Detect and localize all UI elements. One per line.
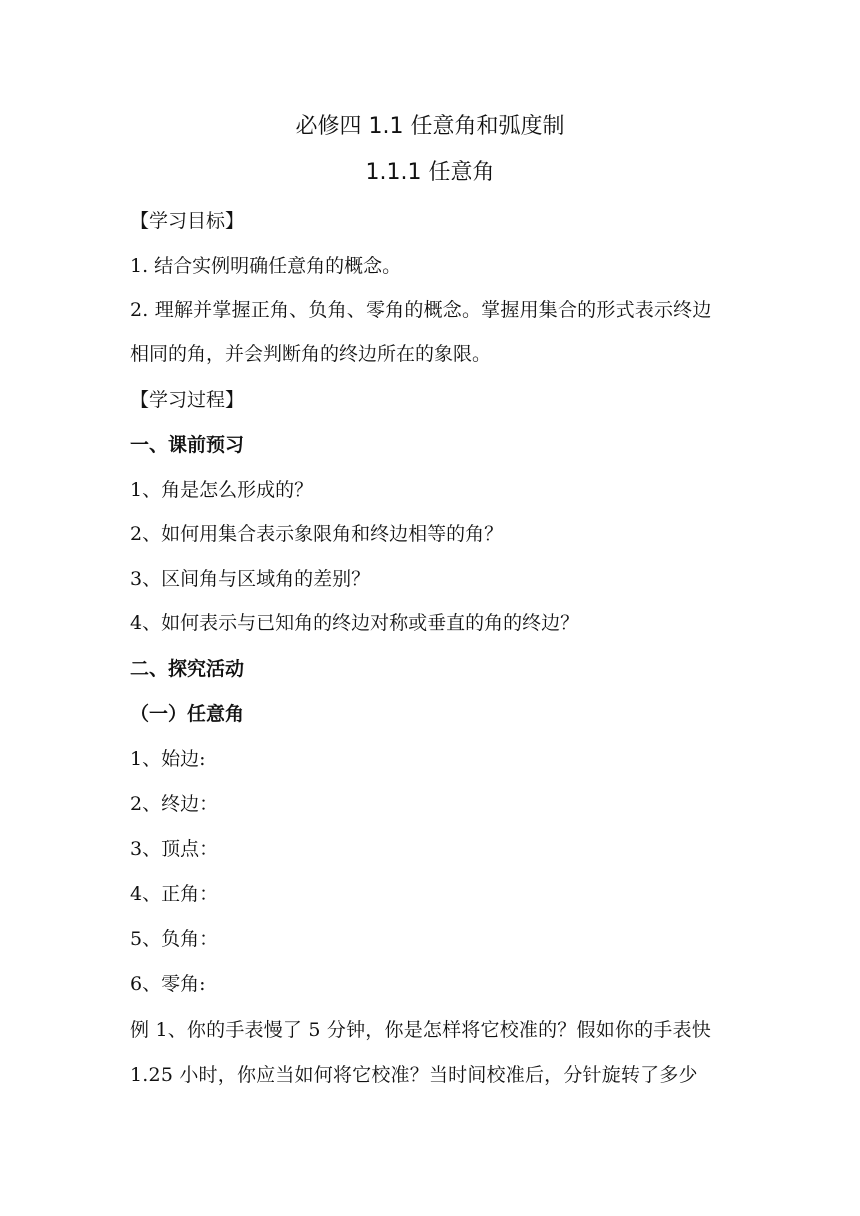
preview-question-3: 3、区间角与区域角的差别？ (130, 568, 371, 590)
explore-heading: 二、探究活动 (130, 658, 245, 680)
document-subtitle: 1.1.1 任意角 (365, 160, 495, 185)
definition-item-4: 4、正角： (130, 883, 219, 905)
preview-question-4: 4、如何表示与已知角的终边对称或垂直的角的终边？ (130, 612, 580, 634)
objectives-heading: 【学习目标】 (130, 210, 245, 232)
objective-item-2: 2. 理解并掌握正角、负角、零角的概念。掌握用集合的形式表示终边 (130, 299, 712, 321)
preview-question-1: 1、角是怎么形成的？ (130, 479, 314, 501)
definition-item-1: 1、始边: (130, 748, 206, 770)
preview-heading: 一、课前预习 (130, 434, 245, 456)
objective-item-1: 1. 结合实例明确任意角的概念。 (130, 255, 402, 277)
definition-item-6: 6、零角: (130, 973, 206, 995)
objective-item-2-continued: 相同的角，并会判断角的终边所在的象限。 (130, 343, 492, 365)
explore-subheading: （一）任意角 (130, 703, 245, 725)
document-title: 必修四 1.1 任意角和弧度制 (295, 114, 565, 139)
preview-question-2: 2、如何用集合表示象限角和终边相等的角？ (130, 523, 504, 545)
definition-item-2: 2、终边： (130, 793, 219, 815)
definition-item-3: 3、顶点： (130, 838, 219, 860)
definition-item-5: 5、负角： (130, 928, 219, 950)
process-heading: 【学习过程】 (130, 389, 245, 411)
example-line-1: 例 1、你的手表慢了 5 分钟，你是怎样将它校准的？假如你的手表快 (130, 1019, 711, 1041)
example-line-2: 1.25 小时，你应当如何将它校准？当时间校准后，分针旋转了多少 (130, 1064, 698, 1086)
